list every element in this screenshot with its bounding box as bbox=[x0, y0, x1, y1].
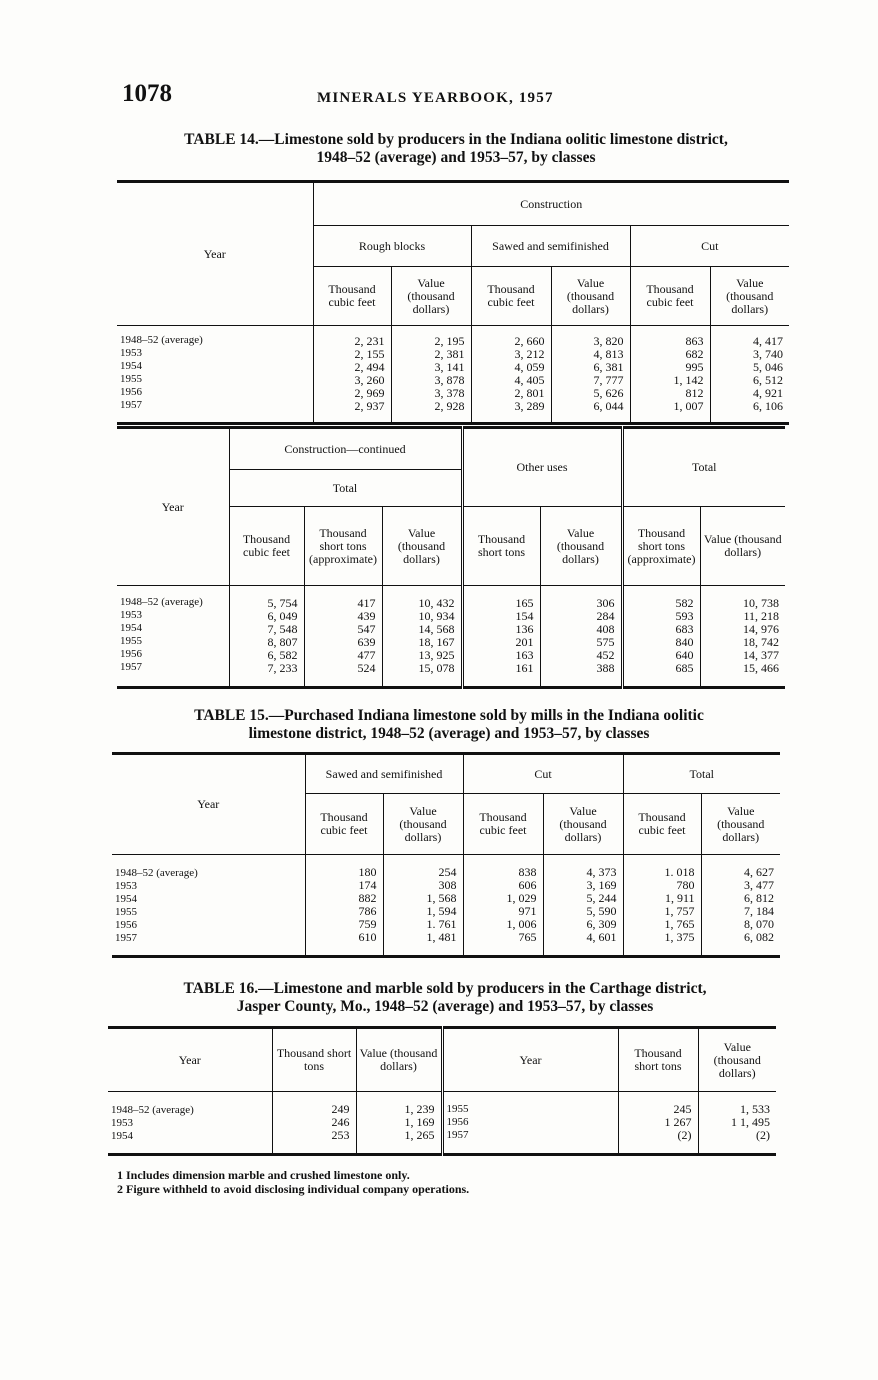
table14b-years bbox=[117, 586, 229, 688]
table14-cut-cf-header: Thousand cubic feet bbox=[630, 267, 710, 326]
value-cell: 682 bbox=[685, 347, 704, 361]
table15-total-val-col bbox=[701, 855, 780, 957]
value-cell: 3, 260 bbox=[354, 373, 385, 387]
table15-years bbox=[112, 855, 305, 957]
value-cell: 2, 155 bbox=[354, 347, 385, 361]
table16-title bbox=[110, 980, 780, 1016]
year-cell: 1954 bbox=[115, 893, 137, 905]
value-cell: 4, 813 bbox=[593, 347, 624, 361]
value-cell: 163 bbox=[515, 648, 534, 662]
page-number: 1078 bbox=[122, 80, 172, 107]
value-cell: 1, 765 bbox=[664, 917, 695, 931]
value-cell: 4, 059 bbox=[514, 360, 545, 374]
value-cell: 3, 141 bbox=[434, 360, 465, 374]
value-cell: 306 bbox=[596, 596, 615, 610]
table16-right-val-header: Value (thousand dollars) bbox=[698, 1028, 776, 1092]
year-cell: 1957 bbox=[120, 661, 142, 673]
table16-right-tst-header: Thousand short tons bbox=[618, 1028, 698, 1092]
table14-rough-cf-header: Thousand cubic feet bbox=[313, 267, 391, 326]
table15-sawed-val-header: Value (thousand dollars) bbox=[383, 794, 463, 855]
table14b-total-val-header: Value (thousand dollars) bbox=[700, 507, 785, 586]
value-cell: 1, 007 bbox=[673, 399, 704, 413]
table14b-grand-val-col bbox=[700, 586, 785, 688]
value-cell: 6, 106 bbox=[753, 399, 783, 413]
value-cell: 1, 911 bbox=[664, 891, 695, 905]
table14b-year-header: Year bbox=[117, 428, 229, 586]
year-cell: 1954 bbox=[120, 622, 142, 634]
value-cell: 1, 757 bbox=[664, 904, 695, 918]
value-cell: 439 bbox=[357, 609, 376, 623]
table15-total-cf-col bbox=[623, 855, 701, 957]
value-cell: 7, 233 bbox=[267, 661, 298, 675]
value-cell: 8, 807 bbox=[267, 635, 298, 649]
year-cell: 1954 bbox=[120, 360, 142, 372]
value-cell: 1, 239 bbox=[404, 1102, 435, 1116]
table14-sawed-val-col bbox=[551, 326, 630, 424]
year-cell: 1956 bbox=[120, 386, 142, 398]
year-cell: 1953 bbox=[120, 609, 142, 621]
value-cell: 1, 375 bbox=[664, 930, 695, 944]
value-cell: 254 bbox=[438, 865, 457, 879]
value-cell: 165 bbox=[515, 596, 534, 610]
table15-total-header: Total bbox=[623, 754, 780, 794]
year-cell: 1956 bbox=[446, 1116, 469, 1128]
value-cell: 2, 195 bbox=[434, 334, 465, 348]
value-cell: 765 bbox=[518, 930, 537, 944]
value-cell: 2, 801 bbox=[514, 386, 545, 400]
value-cell: 780 bbox=[676, 878, 695, 892]
table14b-other-uses-header: Other uses bbox=[462, 428, 622, 507]
value-cell: 7, 777 bbox=[593, 373, 624, 387]
table15 bbox=[112, 752, 780, 958]
table14-sawed-cf-header: Thousand cubic feet bbox=[471, 267, 551, 326]
table14-rough-val-header: Value (thousand dollars) bbox=[391, 267, 471, 326]
table15-total-cf-header: Thousand cubic feet bbox=[623, 794, 701, 855]
value-cell: 1, 169 bbox=[404, 1115, 435, 1129]
table14-years bbox=[117, 326, 313, 424]
table14-sawed-val-header: Value (thousand dollars) bbox=[551, 267, 630, 326]
table15-cut-cf-header: Thousand cubic feet bbox=[463, 794, 543, 855]
value-cell: 308 bbox=[438, 878, 457, 892]
table14-rough-val-col bbox=[391, 326, 471, 424]
value-cell: 3, 212 bbox=[514, 347, 545, 361]
value-cell: 8, 070 bbox=[744, 917, 774, 931]
value-cell: 1, 265 bbox=[404, 1128, 435, 1142]
value-cell: 15, 078 bbox=[418, 661, 455, 675]
value-cell: 1 267 bbox=[664, 1115, 692, 1129]
value-cell: 2, 381 bbox=[434, 347, 465, 361]
table15-title-line2: limestone district, 1948–52 (average) and 1953–57, by classes bbox=[248, 725, 650, 742]
year-cell: 1955 bbox=[446, 1103, 469, 1115]
year-cell: 1955 bbox=[115, 906, 137, 918]
value-cell: 5, 590 bbox=[586, 904, 617, 918]
value-cell: 524 bbox=[357, 661, 376, 675]
value-cell: 5, 754 bbox=[267, 596, 298, 610]
value-cell: 4, 627 bbox=[744, 865, 774, 879]
value-cell: 253 bbox=[331, 1128, 350, 1142]
table16-left-tst-col bbox=[272, 1092, 356, 1155]
value-cell: 3, 289 bbox=[514, 399, 545, 413]
value-cell: 477 bbox=[357, 648, 376, 662]
footnote-1: 1 Includes dimension marble and crushed limestone only. bbox=[117, 1168, 410, 1182]
table16-title-line2: Jasper County, Mo., 1948–52 (average) and 1953–57, by classes bbox=[236, 998, 654, 1015]
table16-right-val-col bbox=[698, 1092, 776, 1155]
table14b-construction-total-header: Total bbox=[229, 470, 462, 507]
table16 bbox=[108, 1026, 776, 1156]
value-cell: 759 bbox=[358, 917, 377, 931]
value-cell: 201 bbox=[515, 635, 534, 649]
value-cell: 284 bbox=[596, 609, 615, 623]
table14-title-line1: TABLE 14.—Limestone sold by producers in the Indiana oolitic limestone district, bbox=[184, 131, 728, 148]
value-cell: 6, 309 bbox=[586, 917, 617, 931]
value-cell: 245 bbox=[673, 1102, 692, 1116]
table14b-other-tst-col bbox=[462, 586, 540, 688]
table15-year-header: Year bbox=[112, 754, 305, 855]
value-cell: 3, 878 bbox=[434, 373, 465, 387]
value-cell: 582 bbox=[675, 596, 694, 610]
table16-left-val-header: Value (thousand dollars) bbox=[356, 1028, 442, 1092]
table14b-construction-continued-header: Construction—continued bbox=[229, 428, 462, 470]
value-cell: (2) bbox=[677, 1128, 692, 1142]
value-cell: 1. 761 bbox=[426, 917, 457, 931]
value-cell: 11, 218 bbox=[743, 609, 779, 623]
value-cell: 1, 029 bbox=[506, 891, 537, 905]
value-cell: 2, 937 bbox=[354, 399, 385, 413]
value-cell: 18, 167 bbox=[418, 635, 455, 649]
value-cell: 4, 921 bbox=[753, 386, 783, 400]
value-cell: 180 bbox=[358, 865, 377, 879]
value-cell: 971 bbox=[518, 904, 537, 918]
value-cell: 995 bbox=[685, 360, 704, 374]
value-cell: 3, 378 bbox=[434, 386, 465, 400]
running-header bbox=[122, 80, 822, 114]
table16-right-tst-col bbox=[618, 1092, 698, 1155]
value-cell: 15, 466 bbox=[743, 661, 779, 675]
table14b-total-tst-header: Thousand short tons (approximate) bbox=[622, 507, 700, 586]
value-cell: 161 bbox=[515, 661, 534, 675]
value-cell: 606 bbox=[518, 878, 537, 892]
value-cell: 5, 244 bbox=[586, 891, 617, 905]
year-cell: 1953 bbox=[111, 1117, 133, 1129]
year-cell: 1948–52 (average) bbox=[120, 334, 203, 346]
value-cell: 3, 820 bbox=[593, 334, 624, 348]
value-cell: 5, 626 bbox=[593, 386, 624, 400]
table15-sawed-cf-header: Thousand cubic feet bbox=[305, 794, 383, 855]
table15-cut-cf-col bbox=[463, 855, 543, 957]
year-cell: 1953 bbox=[120, 347, 142, 359]
table14-rough-blocks-header: Rough blocks bbox=[313, 226, 471, 267]
value-cell: 1 1, 495 bbox=[731, 1115, 770, 1129]
value-cell: 2, 928 bbox=[434, 399, 465, 413]
table14-cut-val-col bbox=[710, 326, 789, 424]
value-cell: 249 bbox=[331, 1102, 350, 1116]
value-cell: 547 bbox=[357, 622, 376, 636]
value-cell: 812 bbox=[685, 386, 704, 400]
value-cell: 6, 381 bbox=[593, 360, 624, 374]
table14-cut-cf-col bbox=[630, 326, 710, 424]
value-cell: 1, 568 bbox=[426, 891, 457, 905]
table14b-other-tst-header: Thousand short tons bbox=[462, 507, 540, 586]
value-cell: 1, 533 bbox=[740, 1102, 770, 1116]
running-title: MINERALS YEARBOOK, 1957 bbox=[317, 90, 554, 106]
year-cell: 1956 bbox=[120, 648, 142, 660]
year-cell: 1953 bbox=[115, 880, 137, 892]
year-cell: 1948–52 (average) bbox=[111, 1104, 194, 1116]
table16-left-tst-header: Thousand short tons bbox=[272, 1028, 356, 1092]
value-cell: 6, 812 bbox=[744, 891, 774, 905]
value-cell: 2, 969 bbox=[354, 386, 385, 400]
value-cell: 246 bbox=[331, 1115, 350, 1129]
value-cell: 640 bbox=[675, 648, 694, 662]
table16-left-year-header: Year bbox=[108, 1028, 272, 1092]
table14-sawed-header: Sawed and semifinished bbox=[471, 226, 630, 267]
footnote-2: 2 Figure withheld to avoid disclosing individual company operations. bbox=[117, 1182, 470, 1196]
table14b-total-cf-col bbox=[229, 586, 304, 688]
table14-construction-header: Construction bbox=[313, 182, 789, 226]
year-cell: 1955 bbox=[120, 373, 142, 385]
year-cell: 1956 bbox=[115, 919, 137, 931]
value-cell: 10, 738 bbox=[743, 596, 779, 610]
table14b-other-val-col bbox=[540, 586, 622, 688]
value-cell: 7, 548 bbox=[267, 622, 298, 636]
value-cell: 1, 142 bbox=[673, 373, 704, 387]
value-cell: 685 bbox=[675, 661, 694, 675]
value-cell: 14, 976 bbox=[743, 622, 779, 636]
value-cell: 4, 405 bbox=[514, 373, 545, 387]
table14b-grand-tst-col bbox=[622, 586, 700, 688]
year-cell: 1954 bbox=[111, 1130, 133, 1142]
year-cell: 1957 bbox=[115, 932, 137, 944]
table16-left-years bbox=[108, 1092, 272, 1155]
value-cell: 14, 377 bbox=[743, 648, 779, 662]
value-cell: 2, 231 bbox=[354, 334, 385, 348]
table14-part2 bbox=[117, 426, 785, 689]
table14-rough-cf-col bbox=[313, 326, 391, 424]
value-cell: 6, 049 bbox=[267, 609, 298, 623]
value-cell: 388 bbox=[596, 661, 615, 675]
table16-right-year-header: Year bbox=[442, 1028, 618, 1092]
table16-right-years bbox=[442, 1092, 618, 1155]
year-cell: 1957 bbox=[446, 1129, 469, 1141]
value-cell: 10, 432 bbox=[418, 596, 455, 610]
value-cell: (2) bbox=[756, 1128, 770, 1142]
table14b-tst-approx-header: Thousand short tons (approximate) bbox=[304, 507, 382, 586]
table14b-tcf-header: Thousand cubic feet bbox=[229, 507, 304, 586]
table14-title-line2: 1948–52 (average) and 1953–57, by classes bbox=[316, 149, 596, 166]
value-cell: 7, 184 bbox=[744, 904, 774, 918]
value-cell: 6, 512 bbox=[753, 373, 783, 387]
value-cell: 1, 006 bbox=[506, 917, 537, 931]
value-cell: 10, 934 bbox=[418, 609, 455, 623]
value-cell: 683 bbox=[675, 622, 694, 636]
value-cell: 154 bbox=[515, 609, 534, 623]
value-cell: 4, 373 bbox=[586, 865, 617, 879]
value-cell: 408 bbox=[596, 622, 615, 636]
value-cell: 1. 018 bbox=[664, 865, 695, 879]
value-cell: 610 bbox=[358, 930, 377, 944]
value-cell: 786 bbox=[358, 904, 377, 918]
value-cell: 13, 925 bbox=[418, 648, 455, 662]
table15-cut-val-header: Value (thousand dollars) bbox=[543, 794, 623, 855]
year-cell: 1948–52 (average) bbox=[120, 596, 203, 608]
value-cell: 2, 660 bbox=[514, 334, 545, 348]
table14b-total-tst-col bbox=[304, 586, 382, 688]
year-cell: 1955 bbox=[120, 635, 142, 647]
value-cell: 3, 477 bbox=[744, 878, 774, 892]
year-cell: 1957 bbox=[120, 399, 142, 411]
value-cell: 174 bbox=[358, 878, 377, 892]
value-cell: 6, 044 bbox=[593, 399, 624, 413]
table14b-other-val-header: Value (thousand dollars) bbox=[540, 507, 622, 586]
value-cell: 3, 169 bbox=[586, 878, 617, 892]
value-cell: 452 bbox=[596, 648, 615, 662]
value-cell: 2, 494 bbox=[354, 360, 385, 374]
table15-cut-header: Cut bbox=[463, 754, 623, 794]
table15-total-val-header: Value (thousand dollars) bbox=[701, 794, 780, 855]
table14-title bbox=[120, 131, 792, 167]
value-cell: 14, 568 bbox=[418, 622, 455, 636]
table16-title-line1: TABLE 16.—Limestone and marble sold by producers in the Carthage district, bbox=[183, 980, 707, 997]
table15-title bbox=[112, 707, 786, 743]
value-cell: 1, 594 bbox=[426, 904, 457, 918]
table15-sawed-val-col bbox=[383, 855, 463, 957]
table14b-total-val-col bbox=[382, 586, 462, 688]
value-cell: 5, 046 bbox=[753, 360, 783, 374]
value-cell: 3, 740 bbox=[753, 347, 783, 361]
table15-sawed-header: Sawed and semifinished bbox=[305, 754, 463, 794]
table14-part1 bbox=[117, 180, 789, 425]
table15-sawed-cf-col bbox=[305, 855, 383, 957]
value-cell: 639 bbox=[357, 635, 376, 649]
value-cell: 882 bbox=[358, 891, 377, 905]
value-cell: 6, 082 bbox=[744, 930, 774, 944]
value-cell: 838 bbox=[518, 865, 537, 879]
table14b-total-header: Total bbox=[622, 428, 785, 507]
year-cell: 1948–52 (average) bbox=[115, 867, 198, 879]
table16-left-val-col bbox=[356, 1092, 442, 1155]
value-cell: 575 bbox=[596, 635, 615, 649]
table14-cut-header: Cut bbox=[630, 226, 789, 267]
value-cell: 4, 417 bbox=[753, 334, 783, 348]
value-cell: 136 bbox=[515, 622, 534, 636]
table14-sawed-cf-col bbox=[471, 326, 551, 424]
value-cell: 593 bbox=[675, 609, 694, 623]
value-cell: 18, 742 bbox=[743, 635, 779, 649]
value-cell: 6, 582 bbox=[267, 648, 298, 662]
value-cell: 1, 481 bbox=[426, 930, 457, 944]
table14b-val-header: Value (thousand dollars) bbox=[382, 507, 462, 586]
value-cell: 840 bbox=[675, 635, 694, 649]
value-cell: 417 bbox=[357, 596, 376, 610]
table14-year-header: Year bbox=[117, 182, 313, 326]
table15-cut-val-col bbox=[543, 855, 623, 957]
table14-cut-val-header: Value (thousand dollars) bbox=[710, 267, 789, 326]
value-cell: 4, 601 bbox=[586, 930, 617, 944]
value-cell: 863 bbox=[685, 334, 704, 348]
table15-title-line1: TABLE 15.—Purchased Indiana limestone sold by mills in the Indiana oolitic bbox=[194, 707, 704, 724]
